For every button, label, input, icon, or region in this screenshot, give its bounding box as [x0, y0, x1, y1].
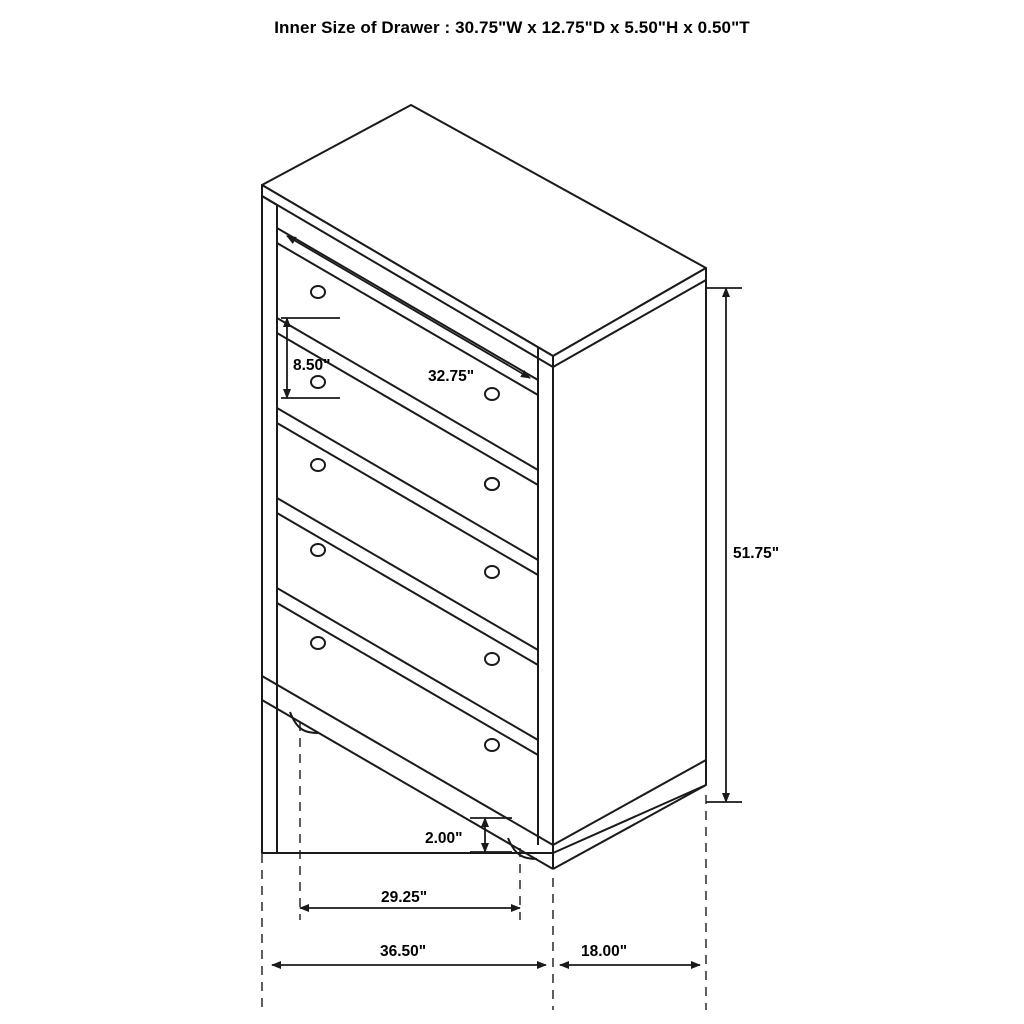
dimension-label-base-width: 29.25" [381, 889, 428, 906]
dimension-label-overall-depth: 18.00" [581, 943, 628, 960]
dimension-label-drawer-width: 32.75" [428, 368, 475, 385]
chest-body [262, 105, 706, 869]
dimension-label-overall-height: 51.75" [733, 545, 780, 562]
dimension-label-overall-width: 36.50" [380, 943, 427, 960]
dimension-label-drawer-height: 8.50" [293, 357, 331, 374]
page-title: Inner Size of Drawer : 30.75"W x 12.75"D x 5.50"H x 0.50"T [274, 18, 750, 37]
dimension-label-base-clearance: 2.00" [425, 830, 463, 847]
